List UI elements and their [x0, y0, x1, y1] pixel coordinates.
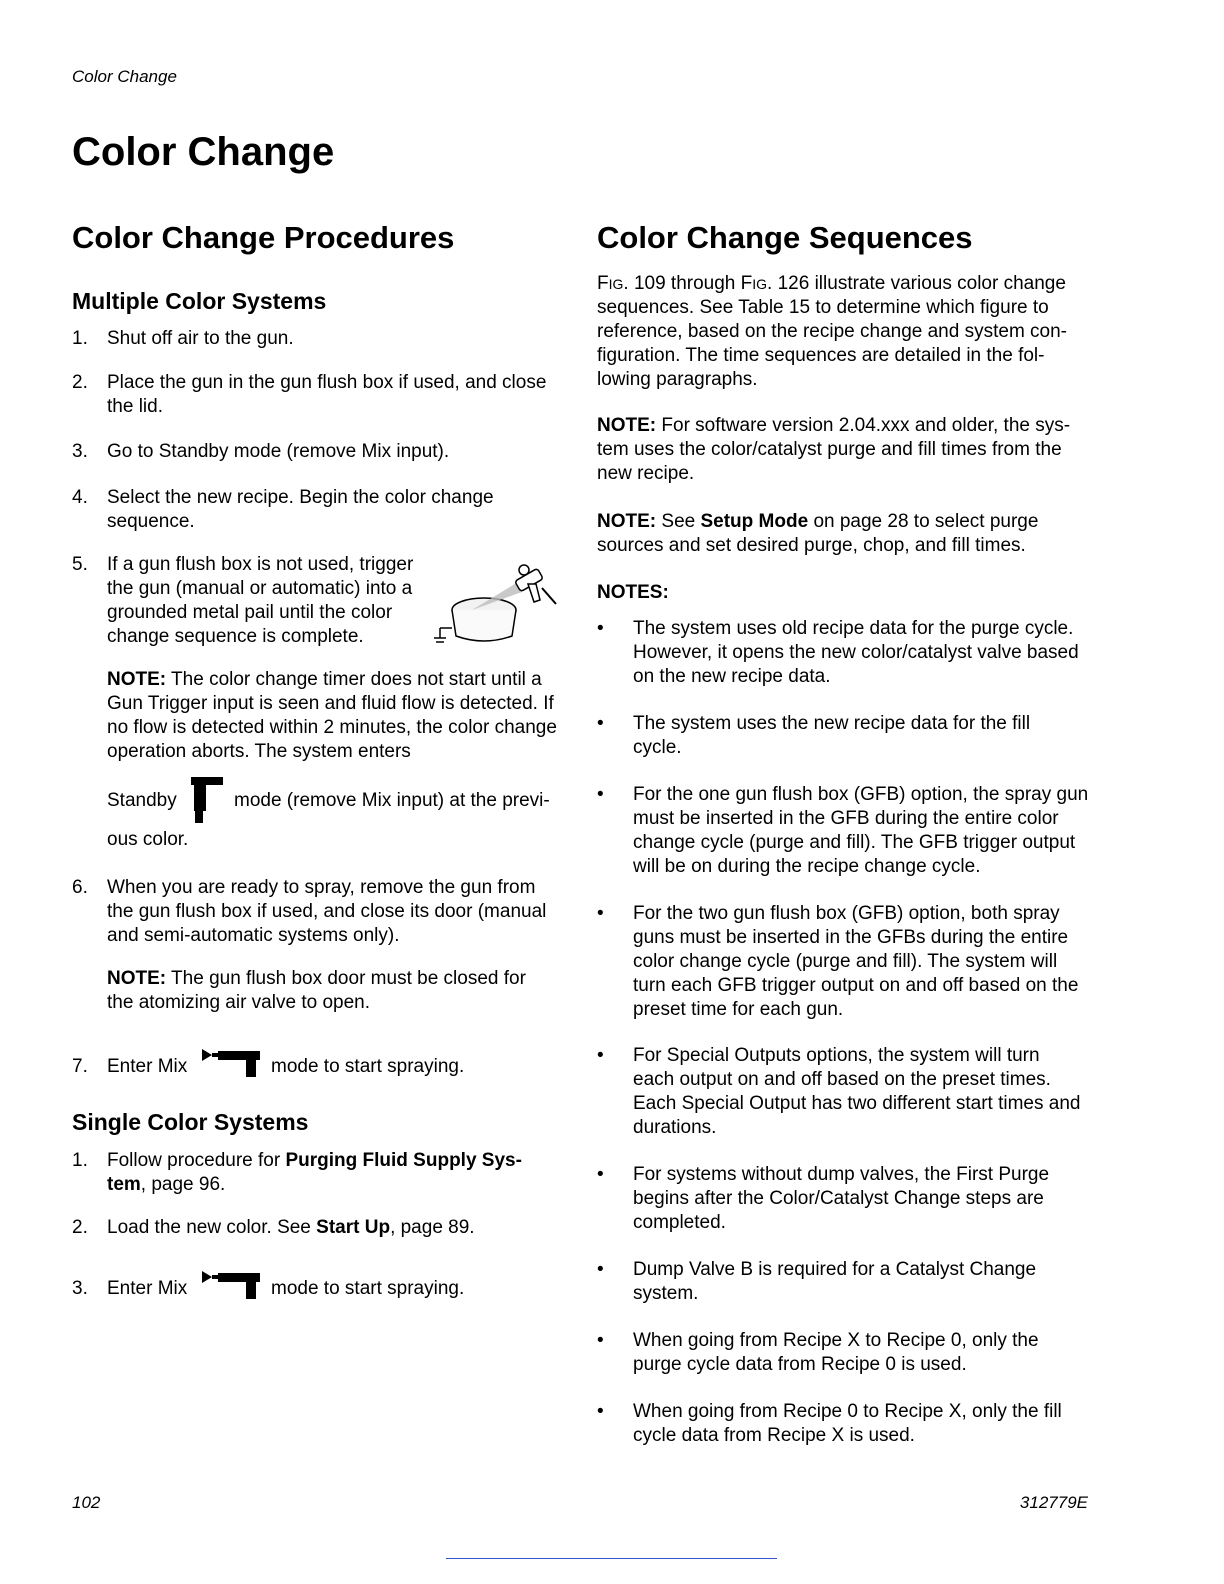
step-number: 2. [72, 1217, 88, 1238]
step-text: Enter Mix [107, 1056, 188, 1077]
step-text-post: , page 89. [390, 1217, 475, 1238]
spray-gun-pail-illustration [432, 558, 562, 643]
bullet-marker: • [597, 1045, 604, 1066]
step-text: Select the new recipe. Begin the color change sequence. [107, 487, 494, 532]
step-text-after-icon: mode to start spraying. [271, 1056, 465, 1077]
procedures-heading: Color Change Procedures [72, 220, 455, 255]
bullet-text: The system uses the new recipe data for the fill cycle. [633, 713, 1031, 758]
step-cross-reference: Start Up [316, 1217, 391, 1238]
step-cross-reference: Purging Fluid Supply Sys-tem [107, 1150, 522, 1195]
note-block [597, 510, 1077, 558]
bullet-marker: • [597, 713, 604, 734]
standby-word: Standby [107, 790, 177, 811]
step-number: 1. [72, 1150, 88, 1171]
bullet-marker: • [597, 903, 604, 924]
note-label: NOTE: [107, 669, 167, 690]
step-text: Go to Standby mode (remove Mix input). [107, 441, 450, 462]
note-label: NOTE: [597, 511, 657, 532]
bottom-link-underline [446, 1558, 777, 1559]
bullet-text: When going from Recipe 0 to Recipe X, only the fill cycle data from Recipe X is used. [633, 1401, 1062, 1446]
step-text: When you are ready to spray, remove the gun from the gun flush box if used, and close its door (manual and semi-automatic systems only). [107, 877, 547, 946]
bullet-marker: • [597, 1259, 604, 1280]
bullet-text: For the one gun flush box (GFB) option, the spray gun must be inserted in the GFB during the entire color change cycle (purge and fill). The GFB trigger output will be on during the recipe change cycle. [633, 784, 1089, 877]
step-text: Place the gun in the gun flush box if used, and close the lid. [107, 372, 547, 417]
step-text: If a gun flush box is not used, trigger the gun (manual or automatic) into a grounded metal pail until the color change sequence is complete. [107, 554, 414, 647]
bullet-marker: • [597, 1330, 604, 1351]
note-cross-reference: Setup Mode [700, 511, 809, 532]
note-block [107, 967, 557, 1015]
mix-mode-icon [200, 1269, 262, 1301]
step-number: 2. [72, 372, 88, 393]
step-number: 3. [72, 1278, 88, 1299]
step-text [107, 1216, 562, 1240]
bullet-marker: • [597, 1401, 604, 1422]
bullet-text: When going from Recipe X to Recipe 0, only the purge cycle data from Recipe 0 is used. [633, 1330, 1039, 1375]
running-header: Color Change [72, 67, 177, 86]
step-number: 4. [72, 487, 88, 508]
step-text [107, 1149, 547, 1197]
note-text: For software version 2.04.xxx and older, the sys-tem uses the color/catalyst purge and fill times from the new recipe. [597, 415, 1071, 484]
step-number: 7. [72, 1056, 88, 1077]
bullet-text: Dump Valve B is required for a Catalyst Change system. [633, 1259, 1037, 1304]
note-block [107, 668, 562, 764]
bullet-text: For the two gun flush box (GFB) option, both spray guns must be inserted in the GFBs during the entire color change cycle (purge and fill). The system will turn each GFB trigger output on and off based on the preset time for each gun. [633, 903, 1079, 1020]
notes-heading: NOTES: [597, 582, 669, 603]
bullet-marker: • [597, 1164, 604, 1185]
step-text-post: , page 96. [140, 1174, 226, 1195]
standby-line-after: mode (remove Mix input) at the previ- [234, 790, 550, 811]
intro-paragraph [597, 272, 1092, 392]
note-text: on page 28 to select purge sources and set desired purge, chop, and fill times. [597, 511, 1039, 556]
step-text: Enter Mix [107, 1278, 188, 1299]
single-color-heading: Single Color Systems [72, 1109, 309, 1135]
step-text-pre: Follow procedure for [107, 1150, 281, 1171]
multiple-color-heading: Multiple Color Systems [72, 288, 327, 314]
standby-line-end: ous color. [107, 829, 189, 850]
figure-ref: FIG [740, 273, 768, 294]
note-text: See [661, 511, 696, 532]
sequences-heading: Color Change Sequences [597, 220, 973, 255]
intro-text: . 109 through [623, 273, 736, 294]
bullet-text: For Special Outputs options, the system will turn each output on and off based on the preset times. Each Special Output has two different start times and durations. [633, 1045, 1081, 1138]
step-number: 6. [72, 877, 88, 898]
step-text-pre: Load the new color. See [107, 1217, 311, 1238]
note-text: The gun flush box door must be closed for the atomizing air valve to open. [107, 968, 526, 1013]
page-number: 102 [72, 1493, 101, 1512]
step-number: 3. [72, 441, 88, 462]
page-title: Color Change [72, 130, 335, 174]
intro-text: . 126 illustrate various color change sequences. See Table 15 to determine which figure to reference, based on the recipe change and system con-figuration. The time sequences are detailed in the fol-lowing paragraphs. [597, 273, 1068, 390]
mix-mode-icon [200, 1047, 262, 1079]
bullet-text: The system uses old recipe data for the purge cycle. However, it opens the new color/catalyst valve based on the new recipe data. [633, 618, 1079, 687]
step-text-after-icon: mode to start spraying. [271, 1278, 465, 1299]
step-number: 5. [72, 554, 88, 575]
note-label: NOTE: [107, 968, 167, 989]
bullet-marker: • [597, 618, 604, 639]
bullet-text: For systems without dump valves, the First Purge begins after the Color/Catalyst Change steps are completed. [633, 1164, 1050, 1233]
step-text: Shut off air to the gun. [107, 328, 294, 349]
note-block [597, 414, 1092, 486]
note-text: The color change timer does not start until a Gun Trigger input is seen and fluid flow is detected. If no flow is detected within 2 minutes, the color change operation aborts. The system enters [107, 669, 557, 762]
note-label: NOTE: [597, 415, 657, 436]
document-number: 312779E [1019, 1493, 1088, 1512]
standby-mode-icon [190, 775, 224, 825]
bullet-marker: • [597, 784, 604, 805]
figure-ref: FIG [597, 273, 624, 294]
step-number: 1. [72, 328, 88, 349]
